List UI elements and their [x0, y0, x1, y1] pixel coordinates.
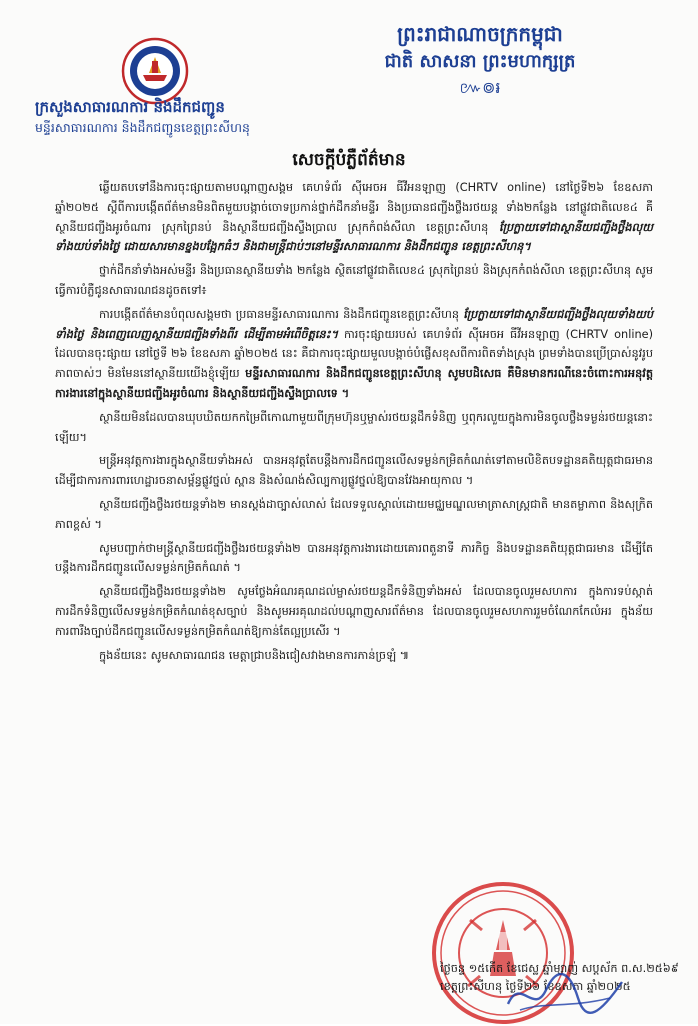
header-ornament: ៚៙៛: [459, 78, 501, 97]
kingdom-motto: ជាតិ សាសនា ព្រះមហាក្សត្រ: [384, 51, 576, 72]
paragraph-1: [55, 178, 653, 257]
kingdom-header: [300, 20, 660, 100]
signature: [500, 964, 630, 1024]
paragraph-3-quote: ប្រែក្លាយទៅជាស្ថានីយជញ្ជីងថ្លឹងលុយទាំងយប់ទាំងថ្ងៃ និងពេញលេញស្ថានីយជញ្ជីងទាំងពីរ ដើម្បីតាមអំពើចិត្តនេះ។: [55, 307, 653, 341]
paragraph-9: ក្នុងន័យនេះ សូមសាធារណជន មេត្តាជ្រាបនិងជៀសវាងមានការភាន់ច្រឡំ ៕: [99, 648, 410, 662]
paragraph-3: [55, 305, 653, 404]
paragraph-3-text-b: ការចុះផ្សាយរបស់ គេហទំព័រ ស៊ីអេចអ ធីវីអនឡាញ (CHRTV online) ដែលបានចុះផ្សាយ នៅថ្ងៃទី ២៦ ខែឧសភា ឆ្នាំ២០២៥ នេះ គឺជាការចុះផ្សាយមួលបង្កាច់បំផ្លើសខុសពីការពិតទាំងស្រុង ព្រមទាំងបានប្រើប្រាស់នូវរូបភាពចាស់ៗ មិនមែននៅស្ថានីយយើងខ្ញុំឡើយ: [55, 327, 653, 381]
ministry-header: [35, 96, 365, 138]
paragraph-1-quote: ប្រែក្លាយទៅជាស្ថានីយជញ្ជីងថ្លឹងលុយទាំងយប់ទាំងថ្ងៃ ដោយសារមានខ្នងបង្អែកធំៗ និងជាមន្ត្រីជាប់ៗនៅមន្ទីរសាធារណការ និងដឹកជញ្ជូន ខេត្តព្រះសីហនុ។: [55, 220, 653, 254]
kingdom-title: ព្រះរាជាណាចក្រកម្ពុជា: [397, 22, 563, 46]
ministry-name: ក្រសួងសាធារណការ និងដឹកជញ្ជូន: [35, 98, 225, 116]
paragraph-3-text: ការបង្កើតព័ត៌មានបំពុលសង្គមថា ប្រធានមន្ទីរសាធារណការ និងដឹកជញ្ជូនខេត្តព្រះសីហនុ: [99, 307, 464, 321]
paragraph-4: ស្ថានីយមិនដែលបានឃុបឃិតយកកម្រៃពីកោណាមួយពីក្រុមហ៊ុនឬម្ចាស់រថយន្តដឹកទំនិញ ឬពុករលួយក្នុងការមិនចូលថ្លឹងទម្ងន់រថយន្តនោះឡើយ។: [55, 410, 653, 444]
document-title: សេចក្តីបំភ្លឺព័ត៌មាន: [292, 150, 406, 170]
ministry-logo: [121, 37, 189, 105]
department-name: មន្ទីរសាធារណការ និងដឹកជញ្ជូនខេត្តព្រះសីហនុ: [35, 120, 250, 135]
paragraph-3-denial: មន្ទីរសាធារណការ និងដឹកជញ្ជូនខេត្តព្រះសីហនុ សូមបដិសេធ គឺមិនមានករណីនេះចំពោះការអនុវត្តការងារនៅក្នុងស្ថានីយជញ្ជីងអូរចំណារ និងស្ថានីយជញ្ជីងស្ទឹងប្រាលទេ ។: [55, 367, 653, 400]
paragraph-6: ស្ថានីយជញ្ជីងថ្លឹងរថយន្តទាំង២ មានស្តង់ដាច្បាស់លាស់ ដែលទទួលស្គាល់ដោយមជ្ឈមណ្ឌលមាត្រាសាស្ត្រជាតិ មានតម្លាភាព និងសុក្រិតភាពខ្ពស់ ។: [55, 497, 653, 531]
paragraph-8: ស្ថានីយជញ្ជីងថ្លឹងរថយន្តទាំង២ សូមថ្លែងអំណរគុណដល់ម្ចាស់រថយន្តដឹកទំនិញទាំងអស់ ដែលបានចូលរួមសហការ ក្នុងការទប់ស្កាត់ការដឹកទំនិញលើសទម្ងន់កម្រិតកំណត់ខុសច្បាប់ និងសូមអរគុណដល់បណ្តាញសារព័ត៌មាន ដែលបានចូលរួមសហការរួមចំណែកកែលំអរ ក្នុងន័យការពារឹងច្បាប់ដឹកជញ្ជូនលើសទម្ងន់កម្រិតកំណត់ឱ្យកាន់តែល្អប្រសើរ ។: [55, 585, 653, 638]
solar-date: ខេត្តព្រះសីហនុ ថ្ងៃទី២៦ ខែឧសភា ឆ្នាំ២០២៥: [440, 980, 631, 993]
paragraph-2: ថ្នាក់ដឹកនាំទាំងអស់មន្ទីរ និងប្រធានស្ថានីយទាំង ២កន្លែង ស្ថិតនៅផ្លូវជាតិលេខ៤ ស្រុកព្រៃនប់ និងស្រុកកំពង់សីលា ខេត្តព្រះសីហនុ សូមធ្វើការបំភ្លឺជូនសាធារណជនដូចតទៅ៖: [55, 264, 653, 297]
paragraph-5: មន្ត្រីអនុវត្តការងារក្នុងស្ថានីយទាំងអស់ បានអនុវត្តតែបន្តឹងការដឹកជញ្ជូនលើសទម្ងន់កម្រិតកំណត់ទៅតាមលិខិតបទដ្ឋានគតិយុត្តជាធរមាន ដើម្បីជាការការពារហេដ្ឋារចនាសម្ព័ន្ធផ្លូវថ្នល់ ស្ពាន និងសំណង់សិល្បការ្យផ្លូវថ្នល់ឱ្យបានវែងអាយុកាល ។: [55, 454, 653, 488]
lunar-date: ថ្ងៃចន្ទ ១៥កើត ខែជេស្ឋ ឆ្នាំម្សាញ់ សប្តស័ក ព.ស.២៥៦៩: [440, 962, 679, 975]
paragraph-1-text: ឆ្លើយតបទៅនឹងការចុះផ្សាយតាមបណ្តាញសង្គម គេហទំព័រ ស៊ីអេចអ ធីវីអនឡាញ (CHRTV online) នៅថ្ងៃទី២៦ ខែឧសភា ឆ្នាំ២០២៥ ស្តីពីការបង្កើតព័ត៌មានមិនពិតមួយបង្កាច់ចោទប្រកាន់ថ្នាក់ដឹកនាំមន្ទីរ និងប្រធានជញ្ជីងថ្លឹងរថយន្ត ទាំង២កន្លែង នៅផ្លូវជាតិលេខ៤ គឺស្ថានីយជញ្ជីងអូរចំណារ ស្រុកព្រៃនប់ និងស្ថានីយជញ្ជីងស្ទឹងប្រាល ស្រុកកំពង់សីលា ខេត្តព្រះសីហនុ: [55, 181, 653, 234]
paragraph-7: សូមបញ្ជាក់ថាមន្ត្រីស្ថានីយជញ្ជីងថ្លឹងរថយន្តទាំង២ បានអនុវត្តការងារដោយគោរពតួនាទី ភារកិច្ច និងបទដ្ឋានគតិយុត្តជាធរមាន ដើម្បីតែបន្តឹងការដឹកជញ្ជូនលើសទម្ងន់កម្រិតកំណត់ ។: [55, 541, 653, 575]
document-body: [55, 178, 653, 669]
